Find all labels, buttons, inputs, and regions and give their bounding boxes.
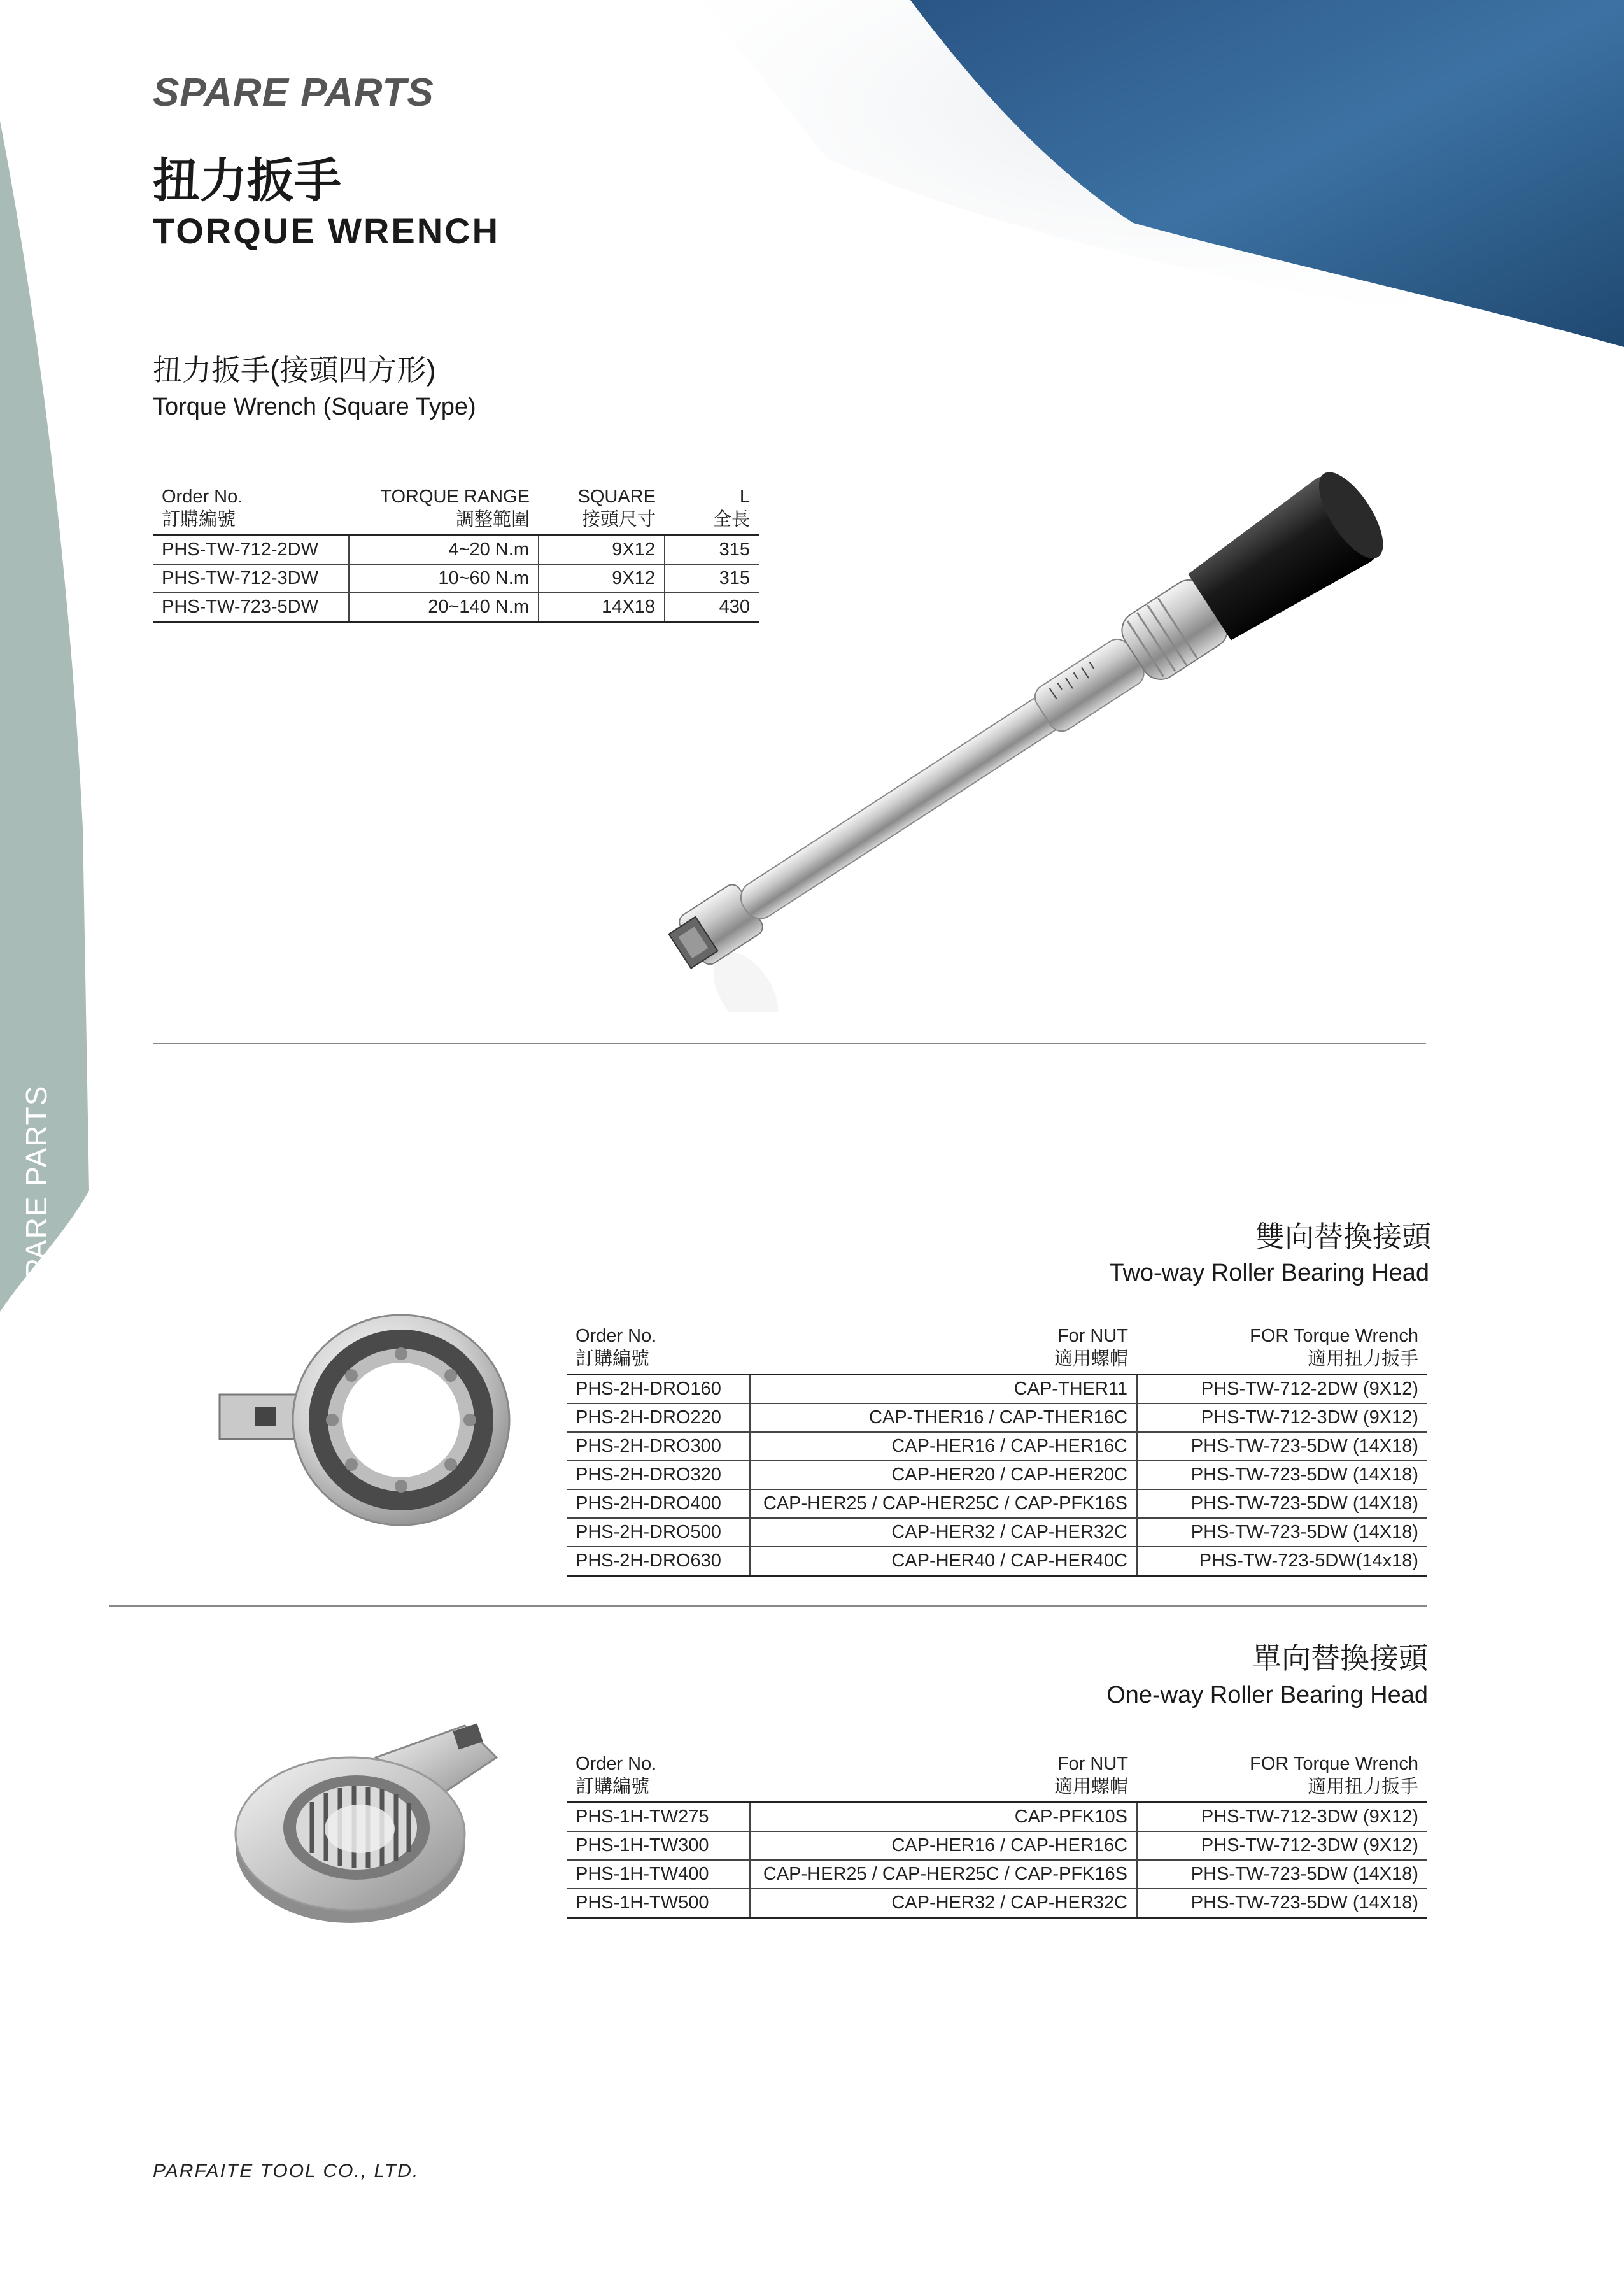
for-nut-cell: CAP-THER16 / CAP-THER16C: [750, 1403, 1137, 1432]
page-title-en: TORQUE WRENCH: [153, 211, 500, 251]
for-wrench-cell: PHS-TW-712-3DW (9X12): [1137, 1403, 1427, 1432]
order-no-cell: PHS-TW-723-5DW: [153, 593, 349, 622]
column-header-torque-range: TORQUE RANGE 調整範圍: [380, 486, 530, 530]
square-cell: 9X12: [539, 535, 665, 564]
order-no-cell: PHS-1H-TW400: [567, 1860, 750, 1889]
torque-range-cell: 4~20 N.m: [349, 535, 539, 564]
order-no-cell: PHS-1H-TW275: [567, 1802, 750, 1831]
page-title-zh: 扭力扳手: [153, 154, 341, 207]
column-header-for-torque-wrench: FOR Torque Wrench 適用扭力扳手: [1250, 1326, 1418, 1370]
order-no-cell: PHS-2H-DRO500: [567, 1518, 750, 1547]
for-wrench-cell: PHS-TW-723-5DW (14X18): [1137, 1461, 1427, 1489]
for-wrench-cell: PHS-TW-723-5DW (14X18): [1137, 1889, 1427, 1918]
table-row: [567, 1374, 1427, 1403]
for-nut-cell: CAP-PFK10S: [750, 1802, 1137, 1831]
for-wrench-cell: PHS-TW-712-3DW (9X12): [1137, 1802, 1427, 1831]
square-cell: 14X18: [539, 593, 665, 622]
section-divider: [153, 1043, 1426, 1044]
one-way-table: [567, 1752, 1427, 1919]
torque-range-cell: 10~60 N.m: [349, 564, 539, 593]
for-nut-cell: CAP-HER40 / CAP-HER40C: [750, 1547, 1137, 1576]
for-nut-cell: CAP-HER16 / CAP-HER16C: [750, 1831, 1137, 1860]
table-row: [567, 1432, 1427, 1461]
for-wrench-cell: PHS-TW-723-5DW(14x18): [1137, 1547, 1427, 1576]
for-nut-cell: CAP-HER32 / CAP-HER32C: [750, 1518, 1137, 1547]
column-header-for-nut: For NUT 適用螺帽: [1054, 1326, 1128, 1370]
order-no-cell: PHS-2H-DRO220: [567, 1403, 750, 1432]
table-row: [567, 1889, 1427, 1918]
square-cell: 9X12: [539, 564, 665, 593]
order-no-cell: PHS-2H-DRO400: [567, 1489, 750, 1518]
table-row: [567, 1831, 1427, 1860]
table-row: [567, 1518, 1427, 1547]
column-header-for-torque-wrench: FOR Torque Wrench 適用扭力扳手: [1250, 1754, 1418, 1798]
table-row: [567, 1860, 1427, 1889]
two-way-title-zh: 雙向替換接頭: [1255, 1220, 1431, 1253]
torque-wrench-image: [637, 420, 1439, 1012]
one-way-title-en: One-way Roller Bearing Head: [1106, 1682, 1428, 1708]
for-wrench-cell: PHS-TW-712-2DW (9X12): [1137, 1374, 1427, 1403]
order-no-cell: PHS-1H-TW500: [567, 1889, 750, 1918]
column-header-order-no: Order No. 訂購編號: [575, 1754, 657, 1798]
one-way-bearing-head-image: [229, 1719, 509, 1929]
column-header-order-no: Order No. 訂購編號: [162, 486, 243, 530]
table-header-row: [567, 1324, 1427, 1374]
column-header-order-no: Order No. 訂購編號: [575, 1326, 657, 1370]
order-no-cell: PHS-2H-DRO300: [567, 1432, 750, 1461]
one-way-title-zh: 單向替換接頭: [1252, 1642, 1428, 1675]
for-nut-cell: CAP-HER20 / CAP-HER20C: [750, 1461, 1137, 1489]
for-wrench-cell: PHS-TW-723-5DW (14X18): [1137, 1432, 1427, 1461]
table-row: [567, 1802, 1427, 1831]
table-header-row: [567, 1752, 1427, 1802]
for-wrench-cell: PHS-TW-723-5DW (14X18): [1137, 1518, 1427, 1547]
table-row: [567, 1461, 1427, 1489]
square-type-title-en: Torque Wrench (Square Type): [153, 394, 476, 420]
for-nut-cell: CAP-HER25 / CAP-HER25C / CAP-PFK16S: [750, 1489, 1137, 1518]
order-no-cell: PHS-2H-DRO320: [567, 1461, 750, 1489]
table-row: [567, 1547, 1427, 1576]
order-no-cell: PHS-TW-712-3DW: [153, 564, 349, 593]
for-wrench-cell: PHS-TW-723-5DW (14X18): [1137, 1860, 1427, 1889]
section-heading: SPARE PARTS: [153, 71, 434, 115]
side-tab-label: SPARE PARTS: [20, 1084, 53, 1299]
order-no-cell: PHS-2H-DRO630: [567, 1547, 750, 1576]
for-wrench-cell: PHS-TW-712-3DW (9X12): [1137, 1831, 1427, 1860]
for-nut-cell: CAP-HER25 / CAP-HER25C / CAP-PFK16S: [750, 1860, 1137, 1889]
square-type-title-zh: 扭力扳手(接頭四方形): [153, 353, 436, 387]
for-nut-cell: CAP-HER16 / CAP-HER16C: [750, 1432, 1137, 1461]
order-no-cell: PHS-TW-712-2DW: [153, 535, 349, 564]
column-header-for-nut: For NUT 適用螺帽: [1054, 1754, 1128, 1798]
torque-range-cell: 20~140 N.m: [349, 593, 539, 622]
length-cell: 315: [665, 535, 759, 564]
two-way-table: [567, 1324, 1427, 1577]
for-nut-cell: CAP-HER32 / CAP-HER32C: [750, 1889, 1137, 1918]
two-way-title-en: Two-way Roller Bearing Head: [1109, 1260, 1429, 1286]
section-divider: [109, 1605, 1427, 1607]
column-header-square: SQUARE 接頭尺寸: [577, 486, 656, 530]
company-footer: PARFAITE TOOL CO., LTD.: [153, 2161, 420, 2182]
for-nut-cell: CAP-THER11: [750, 1374, 1137, 1403]
order-no-cell: PHS-2H-DRO160: [567, 1374, 750, 1403]
length-cell: 430: [665, 593, 759, 622]
length-cell: 315: [665, 564, 759, 593]
table-row: [567, 1489, 1427, 1518]
order-no-cell: PHS-1H-TW300: [567, 1831, 750, 1860]
column-header-length: L 全長: [712, 486, 750, 530]
two-way-bearing-head-image: [216, 1312, 522, 1535]
for-wrench-cell: PHS-TW-723-5DW (14X18): [1137, 1489, 1427, 1518]
table-row: [567, 1403, 1427, 1432]
